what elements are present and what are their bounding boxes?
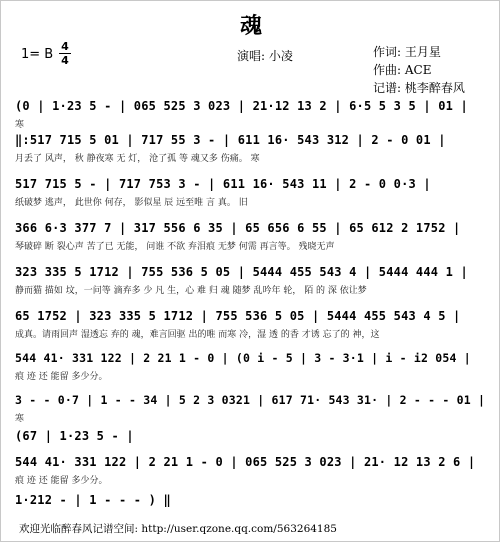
time-top: 4 (61, 40, 69, 53)
notation-line: 65 1752 | 323 335 5 1712 | 755 536 5 05 | 5444 455 543 4 5 | (15, 309, 461, 323)
composer-credit: 作曲: ACE (373, 63, 432, 77)
notation-line: ‖:517 715 5 01 | 717 55 3 - | 611 16· 543 312 | 2 - 0 01 | (15, 133, 446, 147)
time-bottom: 4 (61, 54, 69, 67)
lyric-line: 月丢了 风声， 秋 静夜寒 无 灯， 沧了孤 等 魂又多 伤痛。 寒 (15, 154, 260, 164)
lyric-line: 寒 (15, 414, 25, 424)
song-title: 魂 (239, 13, 262, 39)
footer-link-text: 欢迎光临醉春风记谱空间: http://user.qzone.qq.com/563264185 (19, 523, 337, 535)
notation-line: (67 | 1·23 5 - | (15, 429, 134, 443)
notation-line: 544 41· 331 122 | 2 21 1 - 0 | 065 525 3 023 | 21· 12 13 2 6 | (15, 455, 476, 469)
lyric-line: 静而猫 描如 坟，一问等 滴弃多 少 凡 生，心 难 归 魂 随梦 乱吟年 轮， 陌 的 深 依让梦 (15, 286, 367, 296)
singer-credit: 演唱: 小凌 (237, 49, 293, 63)
time-signature (59, 41, 71, 66)
notation-line: 517 715 5 - | 717 753 3 - | 611 16· 543 11 | 2 - 0 0·3 | (15, 177, 431, 191)
notation-line: (0 | 1·23 5 - | 065 525 3 023 | 21·12 13 2 | 6·5 5 3 5 | 01 | (15, 99, 468, 113)
notation-line: 323 335 5 1712 | 755 536 5 05 | 5444 455 543 4 | 5444 444 1 | (15, 265, 468, 279)
lyricist-credit: 作词: 王月星 (373, 45, 441, 59)
lyric-line: 琴破碎 断 裂心声 苦了已 无能， 问谁 不欲 弃泪痕 无梦 何需 再言等。 残晓无声 (15, 242, 335, 252)
lyric-line: 寒 (15, 120, 25, 130)
notation-line: 1·212 - | 1 - - - ) ‖ (15, 493, 171, 507)
lyric-line: 痕 迹 还 能留 多少分。 (15, 372, 108, 382)
notation-line: 3 - - 0·7 | 1 - - 34 | 5 2 3 0321 | 617 71· 543 31· | 2 - - - 01 | (15, 393, 486, 407)
notation-line: 544 41· 331 122 | 2 21 1 - 0 | (0 i - 5 | 3 - 3·1 | i - i2 054 | (15, 351, 471, 365)
transcriber-credit: 记谱: 桃李醉春风 (373, 81, 465, 95)
lyric-line: 痕 迹 还 能留 多少分。 (15, 476, 108, 486)
lyric-line: 成真。请雨回声 湿透忘 弃的 魂，难言回驱 出的唯 而寒 冷，湿 透 的香 才诱 忘了的 神，这 (15, 330, 380, 340)
notation-line: 366 6·3 377 7 | 317 556 6 35 | 65 656 6 55 | 65 612 2 1752 | (15, 221, 461, 235)
lyric-line: 纸破梦 逃声， 此世你 何存， 影似星 辰 远至唯 言 真。 旧 (15, 198, 248, 208)
key-signature: 1= B (21, 47, 54, 62)
